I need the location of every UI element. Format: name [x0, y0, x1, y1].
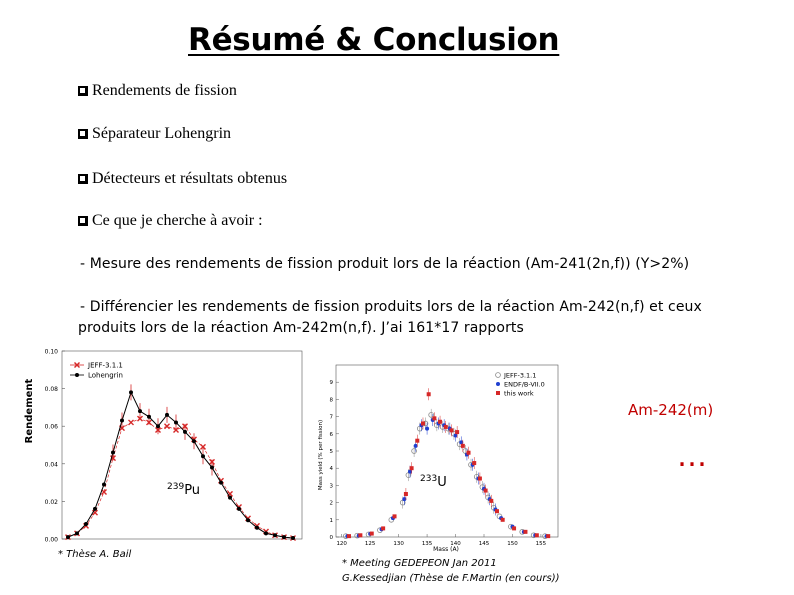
nuclide-label-u: $^{233}$U — [420, 474, 447, 490]
bullet-detectors — [78, 170, 287, 188]
data-point — [455, 430, 459, 434]
data-point — [66, 535, 70, 539]
data-point — [246, 518, 250, 522]
y-axis-label: Mass yield (% per fission) — [318, 419, 324, 491]
data-point — [237, 507, 241, 511]
checkbox-bullet-icon — [78, 216, 87, 225]
x-tick-label: 130 — [393, 541, 404, 547]
checkbox-bullet-icon — [78, 129, 87, 138]
data-point — [404, 492, 408, 496]
data-point — [535, 533, 539, 537]
y-tick-label: 1 — [329, 517, 333, 524]
data-point — [472, 461, 476, 465]
data-point — [75, 531, 79, 535]
y-tick-label: 3 — [329, 483, 333, 490]
legend-label: this work — [504, 389, 534, 398]
data-point — [219, 481, 223, 485]
data-point — [393, 514, 397, 518]
data-point — [467, 451, 471, 455]
y-tick-label: 6 — [329, 431, 333, 438]
y-tick-label: 0.02 — [44, 498, 58, 506]
data-point — [291, 536, 295, 540]
data-point — [129, 390, 133, 394]
data-point — [282, 535, 286, 539]
data-point — [461, 444, 465, 448]
y-tick-label: 8 — [329, 397, 333, 404]
nuclide-label-pu: $^{239}$Pu — [167, 482, 201, 498]
data-point — [201, 454, 205, 458]
detail-line-1: - Mesure des rendements de fission produit lors de la réaction (Am-241(2n,f)) (Y>2%) — [80, 256, 690, 272]
data-point — [93, 507, 97, 511]
bullet-goals — [78, 212, 263, 230]
y-tick-label: 7 — [329, 414, 333, 421]
legend-label: JEFF-3.1.1 — [88, 361, 123, 370]
series-line — [68, 419, 293, 538]
y-tick-label: 0.10 — [44, 348, 58, 356]
data-point — [210, 466, 214, 470]
legend-marker — [496, 382, 500, 386]
y-tick-label: 4 — [329, 466, 333, 473]
x-tick-label: 140 — [450, 541, 461, 547]
u233-yield-chart — [312, 355, 562, 555]
x-tick-label: 155 — [535, 541, 547, 547]
data-point — [111, 451, 115, 455]
y-tick-label: 0.00 — [44, 536, 58, 543]
data-point — [478, 477, 482, 481]
data-point — [432, 416, 436, 420]
note-these-bail: * Thèse A. Bail — [58, 549, 132, 560]
y-tick-label: 2 — [329, 500, 333, 507]
x-tick-label: 150 — [507, 541, 518, 547]
data-point — [255, 526, 259, 530]
detail-line-2a: - Différencier les rendements de fission produits lors de la réaction Am-242(n,f) et ceux — [80, 299, 702, 315]
x-tick-label: 120 — [336, 541, 347, 547]
data-point — [410, 466, 414, 470]
bullet-label: Détecteurs et résultats obtenus — [92, 170, 288, 187]
y-tick-label: 9 — [329, 380, 333, 387]
data-point — [495, 509, 499, 513]
x-tick-label: 125 — [364, 541, 376, 547]
y-tick-label: 0 — [329, 535, 333, 541]
data-point — [415, 439, 419, 443]
note-meeting: * Meeting GEDEPEON Jan 2011 — [342, 558, 497, 569]
data-point — [165, 424, 170, 429]
data-point — [147, 415, 151, 419]
data-point — [523, 530, 527, 534]
data-point — [444, 425, 448, 429]
data-point — [120, 419, 124, 423]
data-point — [264, 531, 268, 535]
x-tick-label: 135 — [421, 541, 433, 547]
data-point — [84, 522, 88, 526]
data-point — [421, 421, 425, 425]
data-point — [449, 428, 453, 432]
data-point — [174, 420, 178, 424]
data-point — [370, 532, 374, 536]
page-title: Résumé & Conclusion — [188, 22, 560, 58]
data-point — [501, 518, 505, 522]
legend-label: ENDF/B-VII.0 — [504, 380, 545, 389]
note-kessedjian: G.Kessedjian (Thèse de F.Martin (en cours)) — [342, 573, 560, 584]
series-line — [68, 392, 293, 538]
legend-marker — [496, 373, 501, 378]
detail-line-2b: produits lors de la réaction Am-242m(n,f). J’ai 161*17 rapports — [78, 320, 524, 336]
y-tick-label: 5 — [329, 449, 333, 455]
data-point — [165, 413, 169, 417]
legend-marker — [496, 391, 500, 395]
data-point — [512, 526, 516, 530]
bullet-fission-yields — [78, 82, 237, 100]
data-point — [358, 533, 362, 537]
data-point — [427, 392, 431, 396]
bullet-separator — [78, 125, 231, 143]
data-point — [192, 439, 196, 443]
checkbox-bullet-icon — [78, 86, 87, 95]
data-point — [228, 496, 232, 500]
data-point — [138, 409, 142, 413]
am-242m-label: Am-242(m) — [628, 401, 714, 419]
data-point — [347, 534, 351, 538]
data-point — [484, 489, 488, 493]
legend-marker — [75, 373, 79, 377]
y-tick-label: 0.06 — [44, 423, 58, 431]
checkbox-bullet-icon — [78, 174, 87, 183]
data-point — [489, 499, 493, 503]
bullet-label: Séparateur Lohengrin — [92, 125, 232, 142]
y-axis-label: Rendement — [24, 378, 35, 444]
ellipsis-mark: … — [677, 439, 707, 474]
y-tick-label: 0.08 — [44, 386, 58, 394]
y-tick-label: 0.04 — [44, 461, 58, 469]
data-point — [438, 420, 442, 424]
pu239-yield-chart — [20, 343, 310, 543]
data-point — [425, 427, 429, 431]
legend-label: JEFF-3.1.1 — [504, 371, 537, 380]
data-point — [156, 424, 160, 428]
data-point — [183, 430, 187, 434]
data-point — [273, 533, 277, 537]
data-point — [102, 482, 106, 486]
data-point — [129, 420, 134, 425]
data-point — [381, 526, 385, 530]
bullet-label: Ce que je cherche à avoir : — [92, 212, 263, 229]
data-point — [546, 534, 550, 538]
bullet-label: Rendements de fission — [92, 82, 237, 99]
legend-label: Lohengrin — [88, 371, 123, 380]
x-axis-label: Mass (A) — [433, 546, 459, 553]
x-tick-label: 145 — [478, 541, 490, 547]
